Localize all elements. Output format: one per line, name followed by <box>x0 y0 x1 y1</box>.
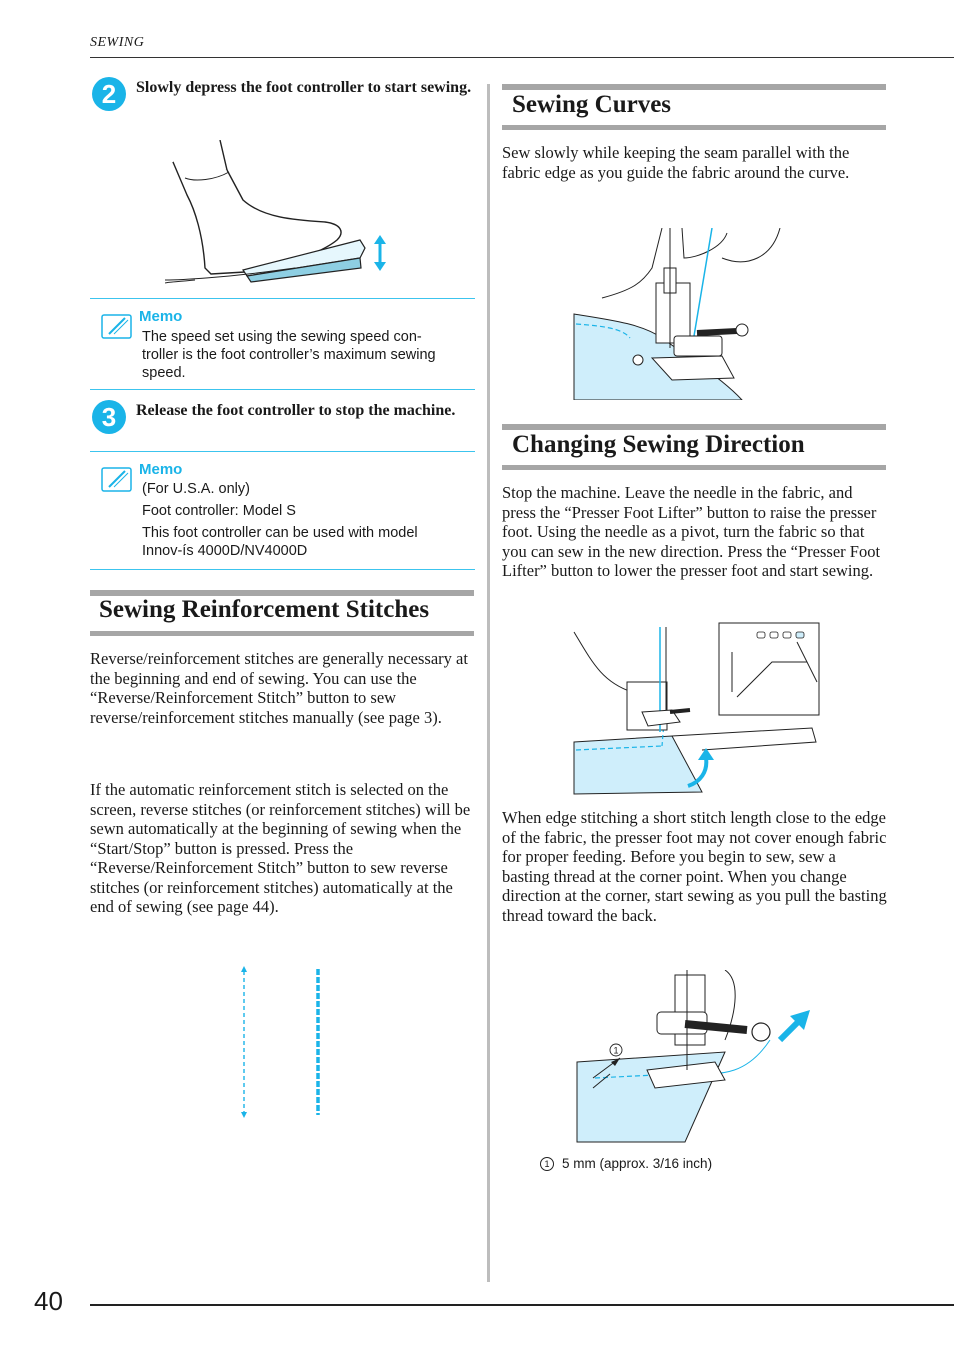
header-rule <box>90 57 954 58</box>
step-2-number: 2 <box>92 77 126 111</box>
memo-2-text <box>142 480 460 560</box>
memo-2-item: This foot controller can be used with model Innov-ís 4000D/NV4000D <box>142 525 418 559</box>
section-bar-top <box>502 424 886 430</box>
section-bar-bottom <box>502 465 886 470</box>
callout-number: 1 <box>613 1045 619 1056</box>
reinforcement-stitch-diagram <box>236 965 326 1120</box>
direction-paragraph-2: When edge stitching a short stitch length close to the edge of the fabric, the presser foot may not cover enough fabric for proper feeding. Before you begin to sew, sew a basting thread at the corner point. When you change direction at the corner, start sewing as you pull the basting thread toward the back. <box>502 808 887 925</box>
memo-pencil-icon <box>101 312 133 340</box>
memo-2-bottom-rule <box>90 569 475 570</box>
memo-1-top-rule <box>90 298 475 299</box>
memo-2-label: Memo <box>139 461 183 478</box>
memo-1-line: speed. <box>142 365 186 381</box>
figure-caption <box>540 1156 712 1171</box>
footer-rule <box>90 1304 954 1306</box>
foot-controller-illustration <box>165 140 395 295</box>
step-2-text: Slowly depress the foot controller to start sewing. <box>136 79 472 96</box>
direction-paragraph-1: Stop the machine. Leave the needle in the fabric, and press the “Presser Foot Lifter” button to raise the presser foot. Using the needle as a pivot, turn the fabric so that you can sew in the new direction. Press the “Presser Foot Lifter” button to lower the presser foot and start sewing. <box>502 483 881 580</box>
section-bar-bottom <box>90 631 474 636</box>
section-bar-top <box>502 84 886 90</box>
reinforcement-paragraph-1: Reverse/reinforcement stitches are generally necessary at the beginning and end of sewing. You can use the “Reverse/Reinforcement Stitch” button to sew reverse/reinforcement stitches manually (see page 3). <box>90 649 468 727</box>
section-title-curves: Sewing Curves <box>512 91 672 118</box>
curves-paragraph: Sew slowly while keeping the seam parallel with the fabric edge as you guide the fabric around the curve. <box>502 143 850 182</box>
caption-callout-number: 1 <box>540 1157 554 1171</box>
memo-1-label: Memo <box>139 308 183 325</box>
memo-2-top-rule <box>90 451 475 452</box>
memo-2-item: Foot controller: Model S <box>142 503 296 519</box>
up-down-arrow-icon <box>372 235 388 271</box>
step-3-number: 3 <box>92 400 126 434</box>
memo-pencil-icon <box>101 465 133 493</box>
basting-thread-illustration <box>575 970 775 1145</box>
caption-text: 5 mm (approx. 3/16 inch) <box>562 1156 713 1171</box>
column-divider <box>487 84 490 1282</box>
section-title-direction: Changing Sewing Direction <box>512 431 805 458</box>
sewing-curves-illustration <box>572 228 782 400</box>
section-title-reinforcement: Sewing Reinforcement Stitches <box>99 596 430 623</box>
pivot-arrow-icon <box>682 748 716 790</box>
memo-1-bottom-rule <box>90 389 475 390</box>
pull-arrow-icon <box>776 1008 812 1044</box>
reinforcement-paragraph-2: If the automatic reinforcement stitch is selected on the screen, reverse stitches (or reinforcement stitches) will be sewn automatically at the beginning of sewing when the “Start/Stop” button is pressed. Press the “Reverse/Reinforcement Stitch” button to sew reverse stitches (or reinforcement stitches) automatically at the end of sewing (see page 44). <box>90 780 471 916</box>
step-3-text: Release the foot controller to stop the machine. <box>136 402 456 419</box>
memo-1-line: The speed set using the sewing speed con- <box>142 329 422 345</box>
page-number: 40 <box>34 1286 63 1316</box>
memo-1-line: troller is the foot controller’s maximum sewing <box>142 347 436 363</box>
memo-1-text <box>142 328 475 382</box>
section-bar-bottom <box>502 125 886 130</box>
memo-2-item: (For U.S.A. only) <box>142 481 250 497</box>
running-head: SEWING <box>90 35 145 50</box>
